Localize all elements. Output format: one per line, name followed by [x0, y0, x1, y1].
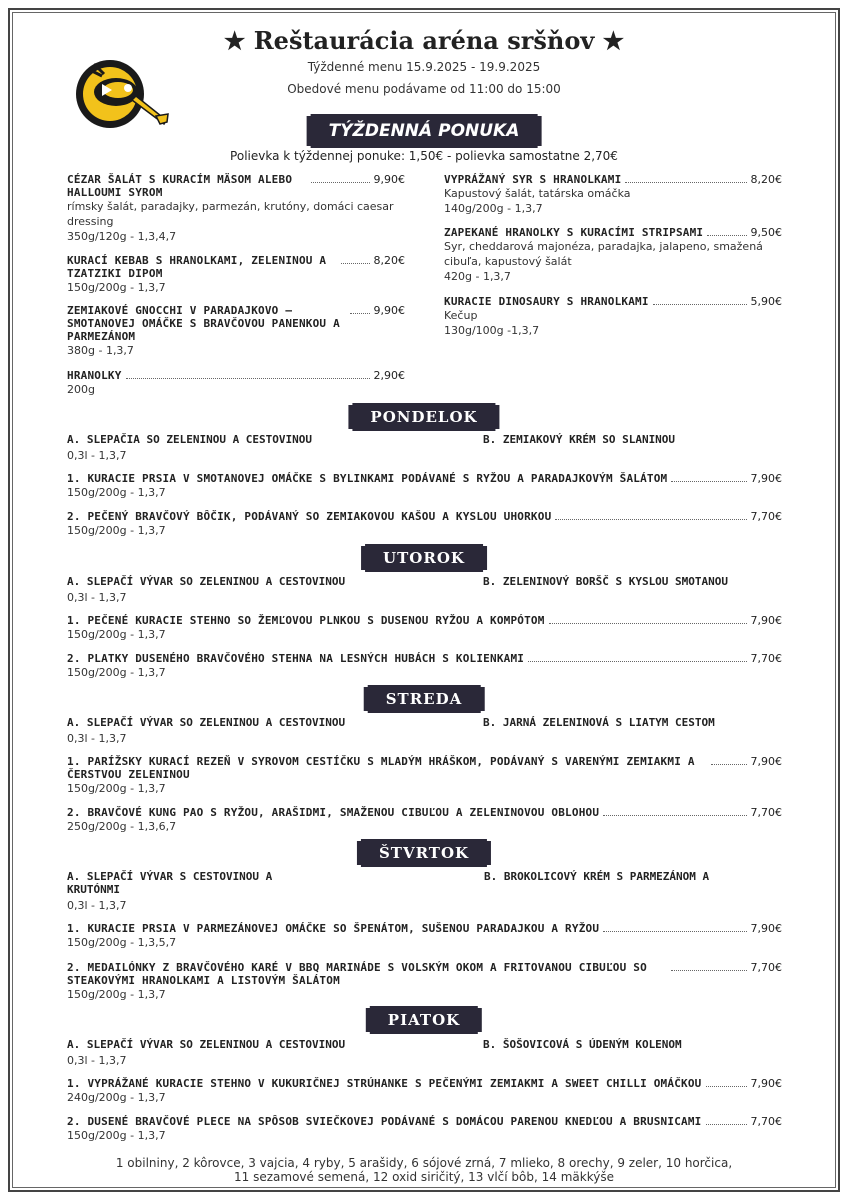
soup-a: A. SLEPAČÍ VÝVAR SO ZELENINOU A CESTOVINOU [67, 1038, 346, 1051]
item-weight: 140g/200g - 1,3,7 [444, 202, 543, 215]
soup-weight: 0,3l - 1,3,7 [67, 591, 127, 604]
item-name: HRANOLKY [67, 369, 122, 382]
soup-weight: 0,3l - 1,3,7 [67, 732, 127, 745]
soup-weight: 0,3l - 1,3,7 [67, 449, 127, 462]
item-name: KURACÍ KEBAB S HRANOLKAMI, ZELENINOU A TZATZIKI DIPOM [67, 254, 327, 280]
item-description: rímsky šalát, paradajky, parmezán, krutóny, domáci caesar dressing [67, 200, 394, 228]
weekly-item [67, 369, 405, 397]
meal-weight: 240g/200g - 1,3,7 [67, 1091, 166, 1104]
item-name: KURACIE DINOSAURY S HRANOLKAMI [444, 295, 649, 308]
item-price: 8,20€ [750, 173, 782, 186]
lunch-hours: Obedové menu podávame od 11:00 do 15:00 [287, 82, 561, 96]
meal-item [67, 922, 782, 950]
meal-item [67, 1115, 782, 1143]
item-weight: 200g [67, 383, 95, 396]
day-banner-piatok: PIATOK [370, 1006, 478, 1034]
weekly-item [67, 254, 405, 295]
item-name: VYPRÁŽANÝ SYR S HRANOLKAMI [444, 173, 622, 186]
soup-weight: 0,3l - 1,3,7 [67, 1054, 127, 1067]
soup-a: A. SLEPAČÍ VÝVAR SO ZELENINOU A CESTOVINOU [67, 575, 346, 588]
item-description: Kapustový šalát, tatárska omáčka [444, 187, 631, 200]
meal-name: 2. PLATKY DUSENÉHO BRAVČOVÉHO STEHNA NA LESNÝCH HUBÁCH S KOLIENKAMI [67, 652, 525, 665]
meal-item [67, 755, 782, 796]
meal-name: 1. PEČENÉ KURACIE STEHNO SO ŽEMĽOVOU PLNKOU S DUSENOU RYŽOU A KOMPÓTOM [67, 614, 545, 627]
soup-b: B. ŠOŠOVICOVÁ S ÚDENÝM KOLENOM [483, 1038, 682, 1051]
weekly-item [444, 173, 782, 216]
item-weight: 380g - 1,3,7 [67, 344, 134, 357]
meal-name: 1. VYPRÁŽANÉ KURACIE STEHNO V KUKURIČNEJ STRÚHANKE S PEČENÝMI ZEMIAKMI A SWEET CHILLI OMÁČKOU [67, 1077, 702, 1090]
weekly-item [67, 173, 405, 244]
meal-price: 7,70€ [750, 806, 782, 819]
item-weight: 420g - 1,3,7 [444, 270, 511, 283]
meal-weight: 150g/200g - 1,3,7 [67, 1129, 166, 1142]
meal-weight: 150g/200g - 1,3,7 [67, 486, 166, 499]
soup-a: A. SLEPAČÍ VÝVAR S CESTOVINOU A KRUTÓNMI [67, 870, 273, 896]
soup-a: A. SLEPAČIA SO ZELENINOU A CESTOVINOU [67, 433, 313, 446]
meal-name: 1. KURACIE PRSIA V SMOTANOVEJ OMÁČKE S BYLINKAMI PODÁVANÉ S RYŽOU A PARADAJKOVÝM ŠALÁTOM [67, 472, 668, 485]
allergen-line-2: 11 sezamové semená, 12 oxid siričitý, 13 vlčí bôb, 14 mäkkýše [234, 1170, 614, 1184]
item-weight: 350g/120g - 1,3,4,7 [67, 230, 177, 243]
meal-item [67, 614, 782, 642]
meal-name: 2. PEČENÝ BRAVČOVÝ BÔČIK, PODÁVANÝ SO ZEMIAKOVOU KAŠOU A KYSLOU UHORKOU [67, 510, 552, 523]
day-banner-streda: STREDA [368, 685, 481, 713]
meal-name: 1. PARÍŽSKY KURACÍ REZEŇ V SYROVOM CESTÍČKU S MLADÝM HRÁŠKOM, PODÁVANÝ S VARENÝMI ZEMIAKMI A ČERSTVOU ZELENINOU [67, 755, 695, 781]
meal-price: 7,70€ [750, 652, 782, 665]
item-name: ZAPEKANÉ HRANOLKY S KURACÍMI STRIPSAMI [444, 226, 704, 239]
weekly-dates: Týždenné menu 15.9.2025 - 19.9.2025 [307, 60, 541, 74]
soup-b: B. ZEMIAKOVÝ KRÉM SO SLANINOU [483, 433, 676, 446]
meal-weight: 150g/200g - 1,3,5,7 [67, 936, 177, 949]
meal-weight: 150g/200g - 1,3,7 [67, 628, 166, 641]
meal-weight: 150g/200g - 1,3,7 [67, 666, 166, 679]
meal-item [67, 472, 782, 500]
meal-weight: 150g/200g - 1,3,7 [67, 988, 166, 1001]
item-weight: 150g/200g - 1,3,7 [67, 281, 166, 294]
weekly-offer-banner: TÝŽDENNÁ PONUKA [311, 114, 538, 148]
meal-item [67, 652, 782, 680]
soup-weight: 0,3l - 1,3,7 [67, 899, 127, 912]
meal-weight: 150g/200g - 1,3,7 [67, 524, 166, 537]
item-price: 8,20€ [373, 254, 405, 267]
item-price: 5,90€ [750, 295, 782, 308]
day-banner-stvrtok: ŠTVRTOK [361, 839, 487, 867]
meal-weight: 150g/200g - 1,3,7 [67, 782, 166, 795]
soup-b: B. JARNÁ ZELENINOVÁ S LIATYM CESTOM [483, 716, 715, 729]
restaurant-title: ★ Reštaurácia aréna sršňov ★ [223, 26, 625, 55]
meal-price: 7,90€ [750, 472, 782, 485]
item-description: Syr, cheddarová majonéza, paradajka, jalapeno, smažená cibuľa, kapustový šalát [444, 240, 763, 268]
item-price: 9,50€ [750, 226, 782, 239]
meal-name: 2. DUSENÉ BRAVČOVÉ PLECE NA SPÔSOB SVIEČKOVEJ PODÁVANÉ S DOMÁCOU PARENOU KNEDĽOU A BRUSNICAMI [67, 1115, 702, 1128]
meal-name: 2. MEDAILÓNKY Z BRAVČOVÉHO KARÉ V BBQ MARINÁDE S VOLSKÝM OKOM A FRITOVANOU CIBUĽOU SO STEAKOVÝMI HRANOLKAMI A LISTOVÝM ŠALÁTOM [67, 961, 647, 987]
allergen-line-1: 1 obilniny, 2 kôrovce, 3 vajcia, 4 ryby, 5 arašidy, 6 sójové zrná, 7 mlieko, 8 orechy, 9 zeler, 10 horčica, [115, 1156, 733, 1170]
meal-item [67, 806, 782, 834]
day-banner-utorok: UTOROK [365, 544, 483, 572]
meal-price: 7,90€ [750, 1077, 782, 1090]
meal-price: 7,90€ [750, 922, 782, 935]
meal-price: 7,70€ [750, 510, 782, 523]
meal-price: 7,70€ [750, 1115, 782, 1128]
item-price: 9,90€ [373, 304, 405, 317]
soup-price-note: Polievka k týždennej ponuke: 1,50€ - polievka samostatne 2,70€ [230, 149, 618, 163]
day-banner-pondelok: PONDELOK [352, 403, 495, 431]
item-weight: 130g/100g -1,3,7 [444, 324, 540, 337]
soup-b: B. ZELENINOVÝ BORŠČ S KYSLOU SMOTANOU [483, 575, 729, 588]
item-description: Kečup [444, 309, 478, 322]
meal-price: 7,90€ [750, 614, 782, 627]
item-name: CÉZAR ŠALÁT S KURACÍM MÄSOM ALEBO HALLOUMI SYROM [67, 173, 293, 199]
meal-price: 7,70€ [750, 961, 782, 974]
meal-item [67, 961, 782, 1002]
hornet-logo [72, 54, 170, 136]
weekly-item [67, 304, 405, 358]
meal-item [67, 1077, 782, 1105]
item-price: 9,90€ [373, 173, 405, 186]
meal-name: 2. BRAVČOVÉ KUNG PAO S RYŽOU, ARAŠIDMI, SMAŽENOU CIBUĽOU A ZELENINOVOU OBLOHOU [67, 806, 600, 819]
meal-price: 7,90€ [750, 755, 782, 768]
item-name: ZEMIAKOVÉ GNOCCHI V PARADAJKOVO – SMOTANOVEJ OMÁČKE S BRAVČOVOU PANENKOU A PARMEZÁNOM [67, 304, 340, 343]
weekly-item [444, 226, 782, 284]
soup-b: B. BROKOLICOVÝ KRÉM S PARMEZÁNOM A [484, 870, 710, 883]
weekly-item [444, 295, 782, 338]
meal-weight: 250g/200g - 1,3,6,7 [67, 820, 177, 833]
soup-a: A. SLEPAČÍ VÝVAR SO ZELENINOU A CESTOVINOU [67, 716, 346, 729]
item-price: 2,90€ [373, 369, 405, 382]
allergen-legend [0, 1156, 848, 1184]
meal-name: 1. KURACIE PRSIA V PARMEZÁNOVEJ OMÁČKE SO ŠPENÁTOM, SUŠENOU PARADAJKOU A RYŽOU [67, 922, 600, 935]
meal-item [67, 510, 782, 538]
